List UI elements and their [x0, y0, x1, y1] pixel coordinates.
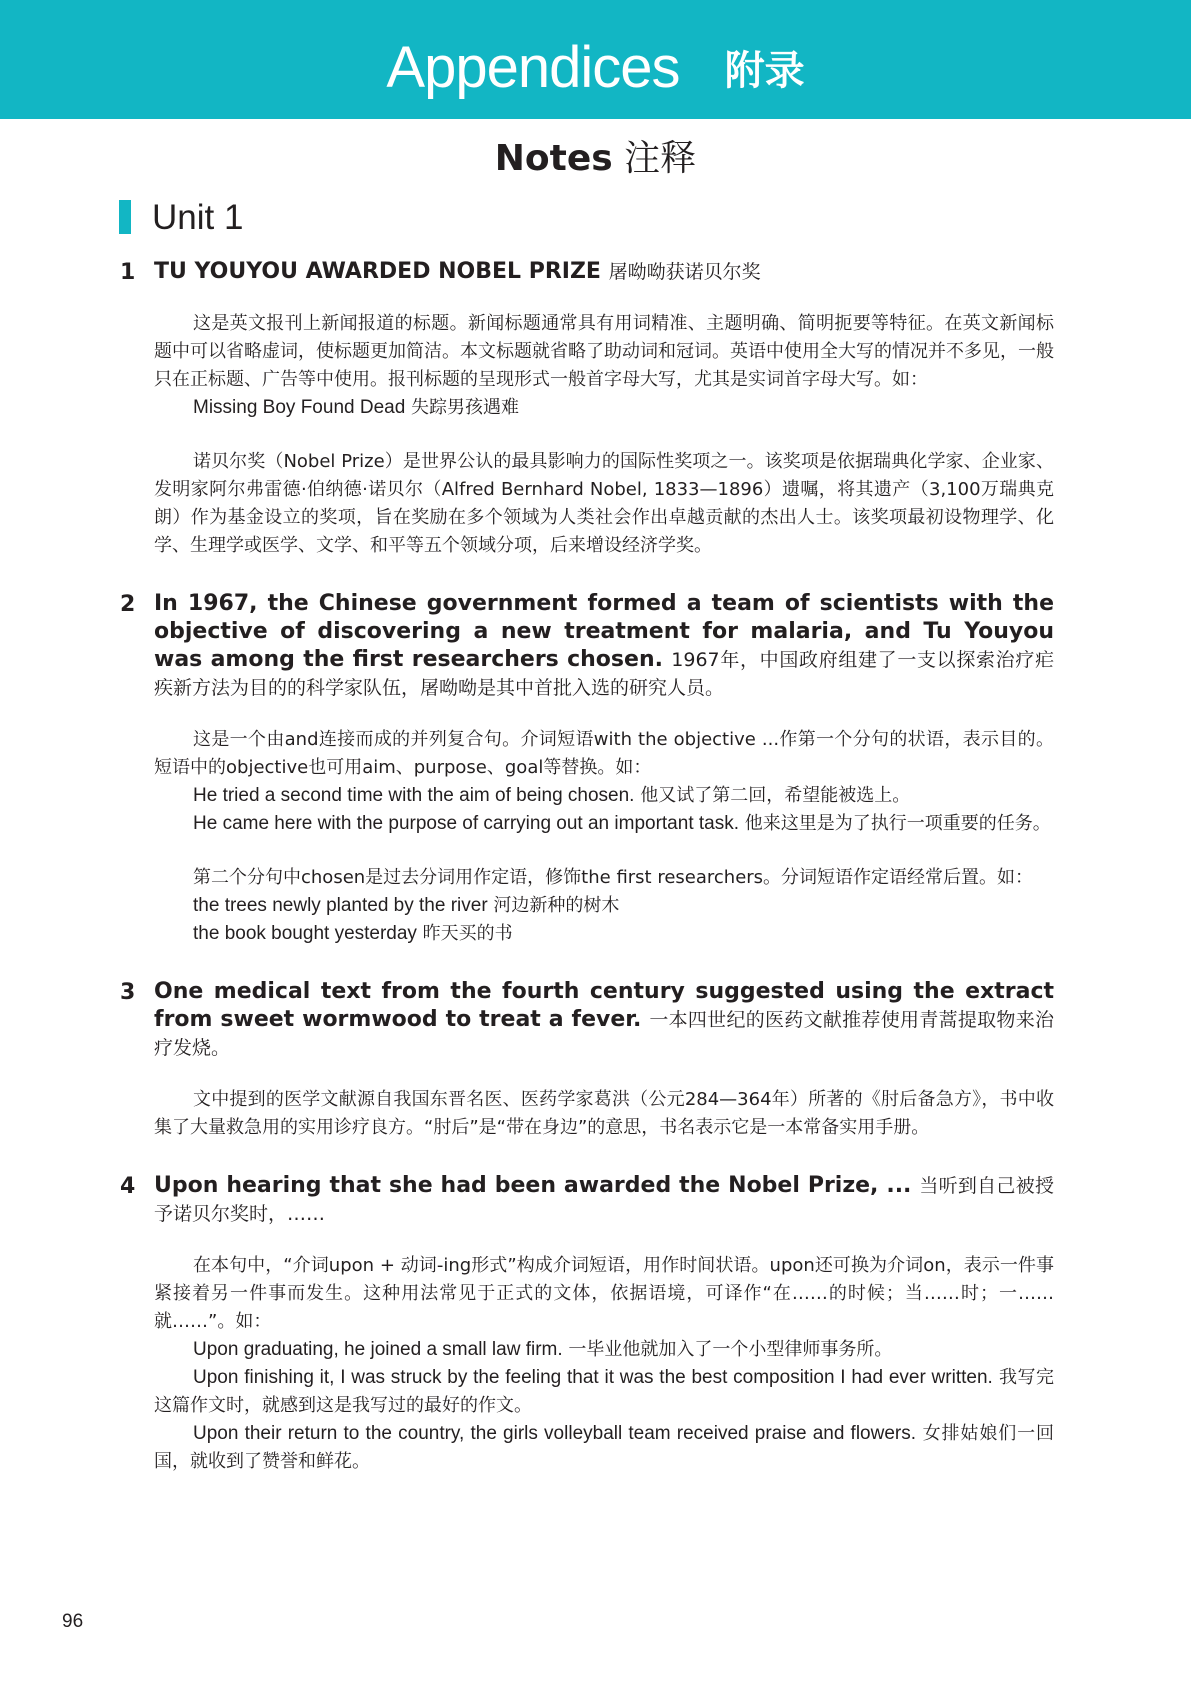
example-en: Missing Boy Found Dead — [193, 397, 406, 418]
note-paragraph: 文中提到的医学文献源自我国东晋名医、医药学家葛洪（公元284—364年）所著的《肘后备急方》，书中收集了大量救急用的实用诊疗良方。“肘后”是“带在身边”的意思，书名表示它是一本常备实用手册。 — [154, 1089, 1054, 1138]
example-sentence — [154, 892, 1054, 920]
note-paragraph: 这是英文报刊上新闻报道的标题。新闻标题通常具有用词精准、主题明确、简明扼要等特征。在英文新闻标题中可以省略虚词，使标题更加简洁。本文标题就省略了助动词和冠词。英语中使用全大写的情况并不多见，一般只在正标题、广告等中使用。报刊标题的呈现形式一般首字母大写，尤其是实词首字母大写。如： — [154, 313, 1054, 390]
example-zh: 昨天买的书 — [422, 923, 513, 944]
banner-title-en: Appendices — [386, 35, 680, 100]
page-number: 96 — [62, 1611, 84, 1632]
note-number: 3 — [120, 980, 136, 1005]
note-3 — [120, 978, 1054, 1142]
note-number: 1 — [120, 260, 136, 285]
note-heading — [154, 590, 1054, 702]
note-heading-zh: 屠呦呦获诺贝尔奖 — [608, 261, 761, 283]
note-number: 2 — [120, 592, 136, 617]
example-zh: 他又试了第二回，希望能被选上。 — [640, 785, 911, 806]
example-sentence — [154, 810, 1054, 838]
example-sentence — [154, 394, 1054, 422]
example-sentence — [154, 1364, 1054, 1420]
note-heading-en: TU YOUYOU AWARDED NOBEL PRIZE — [154, 259, 601, 284]
example-zh: 河边新种的树木 — [493, 895, 620, 916]
appendices-banner — [0, 0, 1191, 119]
note-2 — [120, 590, 1054, 948]
note-4 — [120, 1172, 1054, 1476]
example-en: Upon graduating, he joined a small law firm. — [193, 1339, 563, 1360]
example-sentence — [154, 782, 1054, 810]
banner-title-zh: 附录 — [724, 48, 805, 94]
note-number: 4 — [120, 1174, 136, 1199]
note-heading-zh: 当听到自己被授予诺贝尔奖时，…… — [154, 1175, 1054, 1225]
note-heading-zh: 一本四世纪的医药文献推荐使用青蒿提取物来治疗发烧。 — [154, 1009, 1054, 1059]
example-en: the trees newly planted by the river — [193, 895, 488, 916]
example-zh: 女排姑娘们一回国，就收到了赞誉和鲜花。 — [154, 1423, 1054, 1472]
note-heading-zh: 1967年，中国政府组建了一支以探索治疗疟疾新方法为目的的科学家队伍，屠呦呦是其中首批入选的研究人员。 — [154, 649, 1054, 699]
note-paragraph: 第二个分句中chosen是过去分词用作定语，修饰the first researchers。分词短语作定语经常后置。如： — [193, 867, 1034, 888]
note-heading — [154, 258, 1054, 286]
example-en: the book bought yesterday — [193, 923, 417, 944]
unit-marker-bar — [119, 200, 131, 234]
example-en: He tried a second time with the aim of being chosen. — [193, 785, 635, 806]
note-1 — [120, 258, 1054, 560]
example-sentence — [154, 920, 1054, 948]
example-sentence — [154, 1336, 1054, 1364]
note-paragraph: 诺贝尔奖（Nobel Prize）是世界公认的最具影响力的国际性奖项之一。该奖项是依据瑞典化学家、企业家、发明家阿尔弗雷德·伯纳德·诺贝尔（Alfred Bernhard Nobel, 1833—1896）遗嘱，将其遗产（3,100万瑞典克朗）作为基金设立的奖项，旨在奖励在多个领域为人类社会作出卓越贡献的杰出人士。该奖项最初设物理学、化学、生理学或医学、文学、和平等五个领域分项，后来增设经济学奖。 — [154, 451, 1054, 556]
section-title-en: Notes — [494, 138, 613, 179]
note-paragraph: 这是一个由and连接而成的并列复合句。介词短语with the objective ...作第一个分句的状语，表示目的。短语中的objective也可用aim、purpose、goal等替换。如： — [154, 729, 1054, 778]
unit-heading: Unit 1 — [152, 198, 244, 237]
note-heading — [154, 978, 1054, 1062]
example-zh: 一毕业他就加入了一个小型律师事务所。 — [568, 1339, 893, 1360]
section-title-zh: 注释 — [624, 138, 697, 179]
notes-content — [120, 258, 1054, 1476]
example-en: Upon finishing it, I was struck by the feeling that it was the best composition I had ever written. — [193, 1367, 993, 1388]
example-zh: 我写完这篇作文时，就感到这是我写过的最好的作文。 — [154, 1367, 1054, 1416]
example-en: He came here with the purpose of carrying out an important task. — [193, 813, 739, 834]
section-title — [0, 130, 1191, 181]
example-en: Upon their return to the country, the girls volleyball team received praise and flowers. — [193, 1423, 917, 1444]
note-heading-en: Upon hearing that she had been awarded the Nobel Prize, ... — [154, 1173, 912, 1198]
example-zh: 失踪男孩遇难 — [411, 397, 520, 418]
note-heading-en: In 1967, the Chinese government formed a team of scientists with the objective of discovering a new treatment for malaria, and Tu Youyou was among the first researchers chosen. — [154, 591, 1054, 672]
example-sentence — [154, 1420, 1054, 1476]
note-heading — [154, 1172, 1054, 1228]
note-paragraph: 在本句中，“介词upon + 动词-ing形式”构成介词短语，用作时间状语。upon还可换为介词on，表示一件事紧接着另一件事而发生。这种用法常见于正式的文体，依据语境，可译作“在……的时候；当……时；一……就……”。如： — [154, 1255, 1054, 1332]
example-zh: 他来这里是为了执行一项重要的任务。 — [744, 813, 1051, 834]
note-heading-en: One medical text from the fourth century suggested using the extract from sweet wormwood to treat a fever. — [154, 979, 1054, 1032]
